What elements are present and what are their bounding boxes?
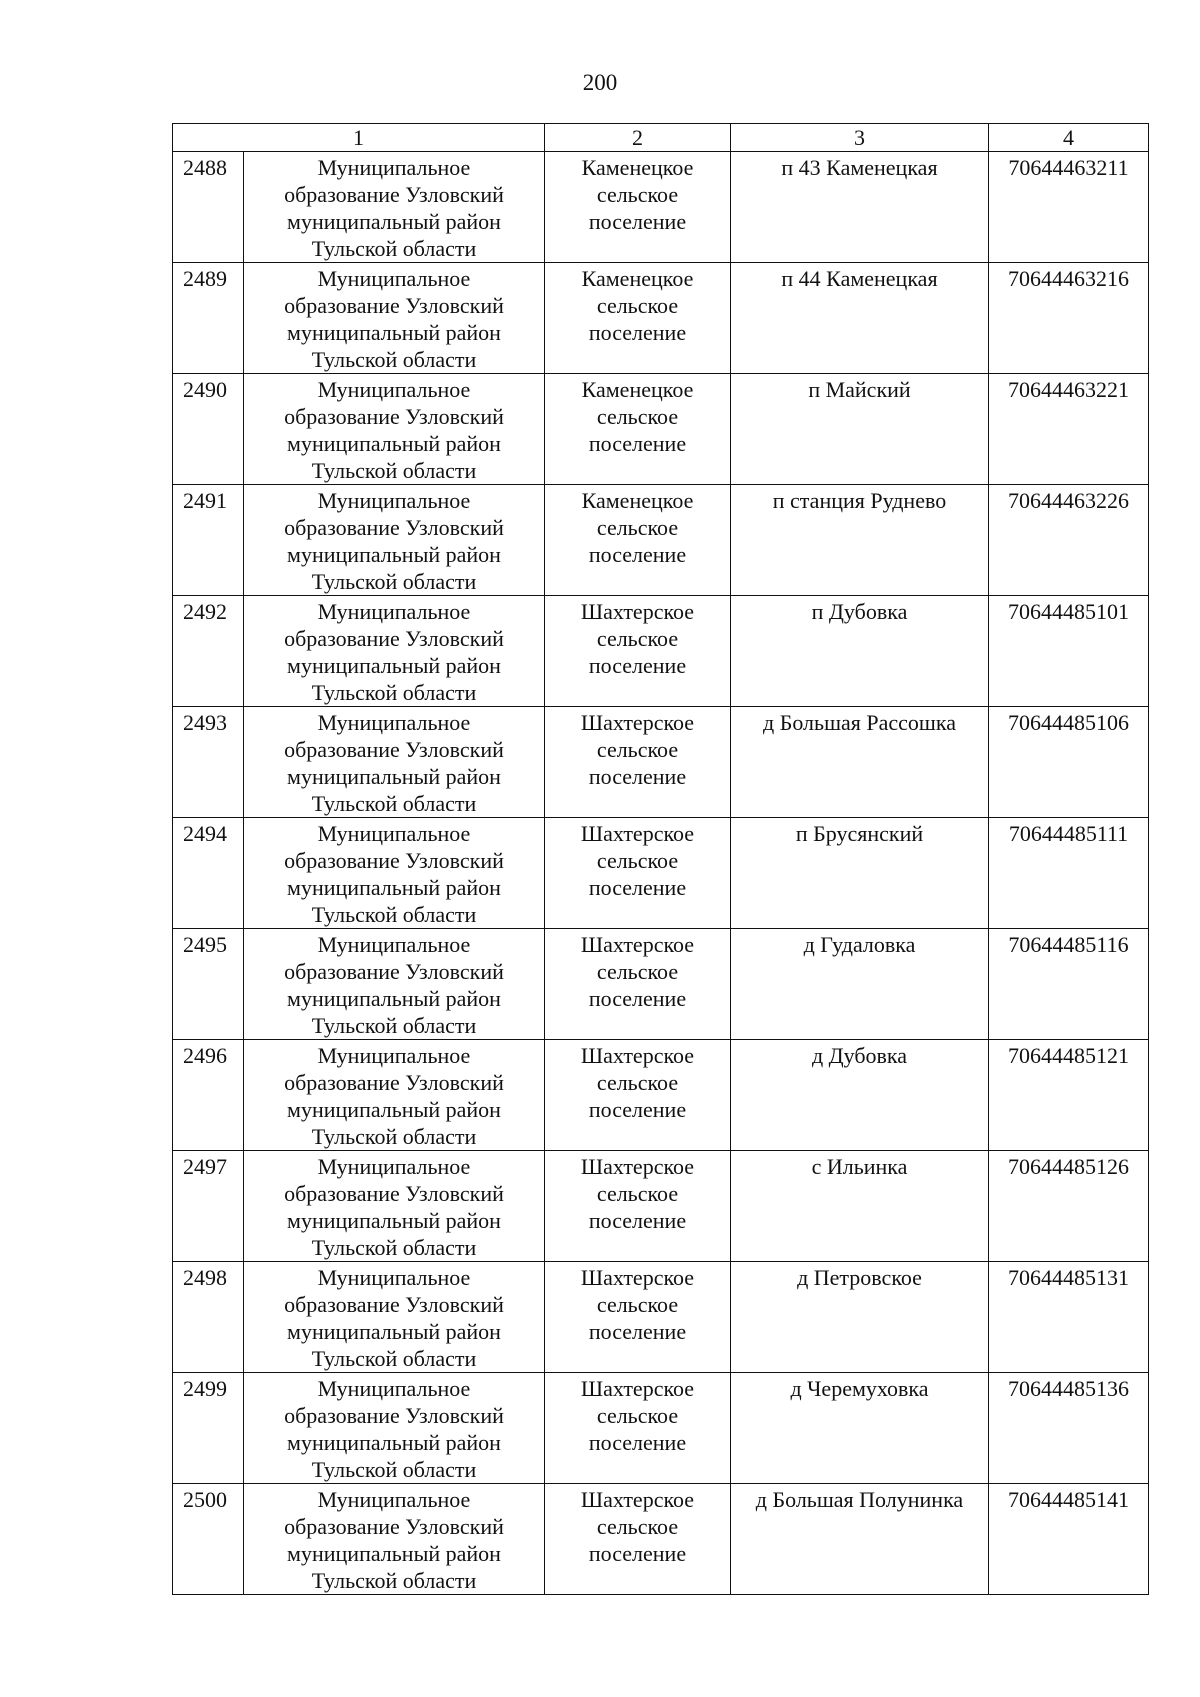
table-row <box>173 818 1149 929</box>
settlement: Шахтерское сельское поселение <box>545 1262 731 1373</box>
table-body <box>173 152 1149 1595</box>
municipal-formation: Муниципальное образование Узловский муниципальный район Тульской области <box>244 374 545 485</box>
locality: д Гудаловка <box>731 929 989 1040</box>
page-number: 200 <box>582 70 618 95</box>
municipal-formation: Муниципальное образование Узловский муниципальный район Тульской области <box>244 596 545 707</box>
oktmo-code: 70644463221 <box>989 374 1149 485</box>
header-col-2: 2 <box>545 124 731 152</box>
table-row <box>173 707 1149 818</box>
table-row <box>173 263 1149 374</box>
locality: д Большая Рассошка <box>731 707 989 818</box>
settlement: Шахтерское сельское поселение <box>545 1484 731 1595</box>
settlement: Каменецкое сельское поселение <box>545 374 731 485</box>
oktmo-code: 70644485126 <box>989 1151 1149 1262</box>
municipal-formation: Муниципальное образование Узловский муниципальный район Тульской области <box>244 818 545 929</box>
header-col-4: 4 <box>989 124 1149 152</box>
locality: д Дубовка <box>731 1040 989 1151</box>
table-row <box>173 374 1149 485</box>
row-number: 2499 <box>173 1373 244 1484</box>
oktmo-code: 70644485131 <box>989 1262 1149 1373</box>
locality: п Майский <box>731 374 989 485</box>
row-number: 2495 <box>173 929 244 1040</box>
settlement: Каменецкое сельское поселение <box>545 485 731 596</box>
municipal-formation: Муниципальное образование Узловский муниципальный район Тульской области <box>244 152 545 263</box>
table-row <box>173 1151 1149 1262</box>
oktmo-code: 70644485121 <box>989 1040 1149 1151</box>
oktmo-code: 70644485111 <box>989 818 1149 929</box>
registry-table <box>172 123 1149 1595</box>
municipal-formation: Муниципальное образование Узловский муниципальный район Тульской области <box>244 707 545 818</box>
settlement: Шахтерское сельское поселение <box>545 929 731 1040</box>
locality: д Большая Полунинка <box>731 1484 989 1595</box>
locality: п 43 Каменецкая <box>731 152 989 263</box>
locality: п Дубовка <box>731 596 989 707</box>
oktmo-code: 70644485106 <box>989 707 1149 818</box>
locality: п Брусянский <box>731 818 989 929</box>
table-row <box>173 929 1149 1040</box>
settlement: Каменецкое сельское поселение <box>545 263 731 374</box>
municipal-formation: Муниципальное образование Узловский муниципальный район Тульской области <box>244 1373 545 1484</box>
row-number: 2489 <box>173 263 244 374</box>
header-row <box>173 124 1149 152</box>
settlement: Шахтерское сельское поселение <box>545 596 731 707</box>
row-number: 2488 <box>173 152 244 263</box>
table-row <box>173 1040 1149 1151</box>
row-number: 2490 <box>173 374 244 485</box>
table-row <box>173 485 1149 596</box>
header-col-3: 3 <box>731 124 989 152</box>
header-col-1: 1 <box>173 124 545 152</box>
locality: п 44 Каменецкая <box>731 263 989 374</box>
table-row <box>173 1262 1149 1373</box>
oktmo-code: 70644485136 <box>989 1373 1149 1484</box>
row-number: 2498 <box>173 1262 244 1373</box>
settlement: Шахтерское сельское поселение <box>545 707 731 818</box>
table-header <box>173 124 1149 152</box>
row-number: 2497 <box>173 1151 244 1262</box>
oktmo-code: 70644485141 <box>989 1484 1149 1595</box>
municipal-formation: Муниципальное образование Узловский муниципальный район Тульской области <box>244 1262 545 1373</box>
settlement: Каменецкое сельское поселение <box>545 152 731 263</box>
table-row <box>173 1373 1149 1484</box>
locality: п станция Руднево <box>731 485 989 596</box>
oktmo-code: 70644463226 <box>989 485 1149 596</box>
settlement: Шахтерское сельское поселение <box>545 818 731 929</box>
row-number: 2500 <box>173 1484 244 1595</box>
table-row <box>173 1484 1149 1595</box>
row-number: 2493 <box>173 707 244 818</box>
municipal-formation: Муниципальное образование Узловский муниципальный район Тульской области <box>244 1484 545 1595</box>
row-number: 2492 <box>173 596 244 707</box>
row-number: 2496 <box>173 1040 244 1151</box>
municipal-formation: Муниципальное образование Узловский муниципальный район Тульской области <box>244 263 545 374</box>
locality: д Петровское <box>731 1262 989 1373</box>
oktmo-code: 70644463211 <box>989 152 1149 263</box>
settlement: Шахтерское сельское поселение <box>545 1151 731 1262</box>
locality: с Ильинка <box>731 1151 989 1262</box>
oktmo-code: 70644485101 <box>989 596 1149 707</box>
municipal-formation: Муниципальное образование Узловский муниципальный район Тульской области <box>244 929 545 1040</box>
settlement: Шахтерское сельское поселение <box>545 1373 731 1484</box>
table-row <box>173 152 1149 263</box>
settlement: Шахтерское сельское поселение <box>545 1040 731 1151</box>
table-row <box>173 596 1149 707</box>
municipal-formation: Муниципальное образование Узловский муниципальный район Тульской области <box>244 485 545 596</box>
row-number: 2494 <box>173 818 244 929</box>
municipal-formation: Муниципальное образование Узловский муниципальный район Тульской области <box>244 1040 545 1151</box>
locality: д Черемуховка <box>731 1373 989 1484</box>
row-number: 2491 <box>173 485 244 596</box>
oktmo-code: 70644463216 <box>989 263 1149 374</box>
oktmo-code: 70644485116 <box>989 929 1149 1040</box>
municipal-formation: Муниципальное образование Узловский муниципальный район Тульской области <box>244 1151 545 1262</box>
